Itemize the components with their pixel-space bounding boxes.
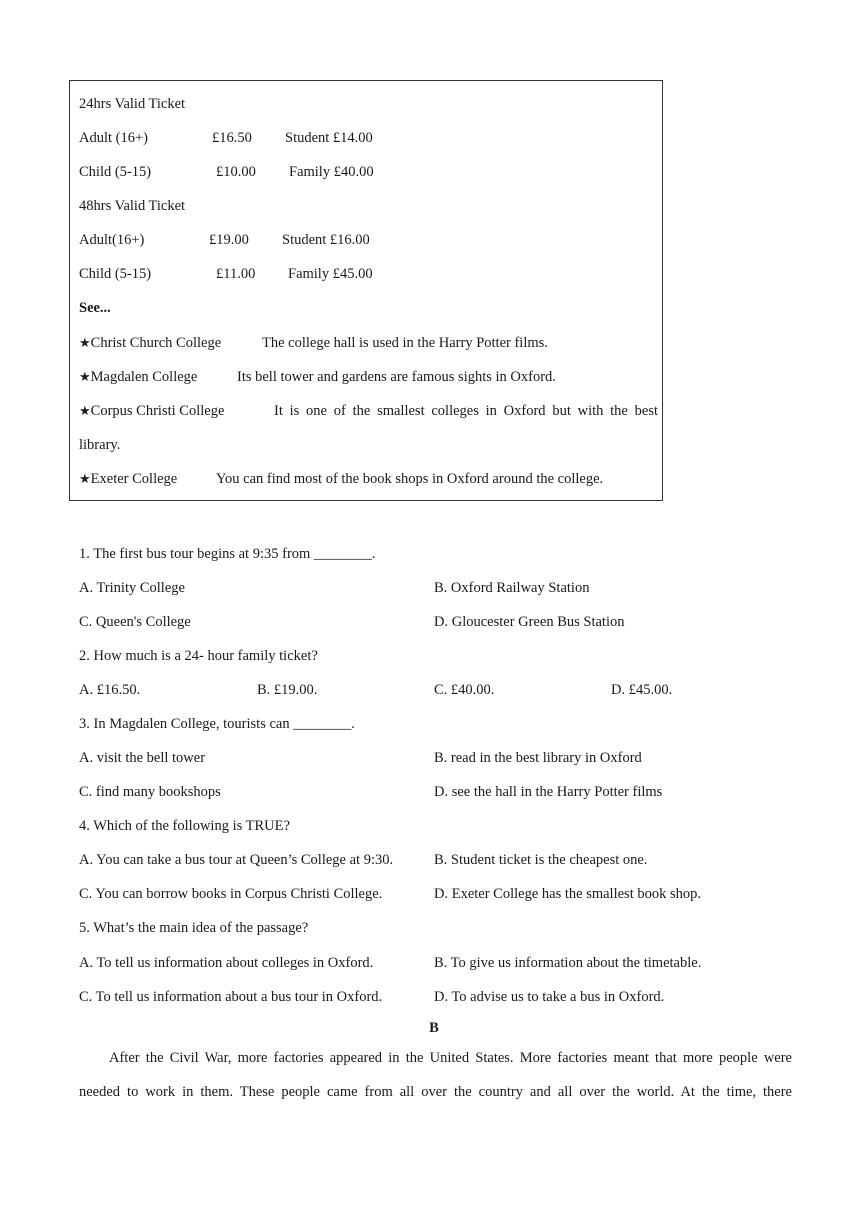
section-b-line: After the Civil War, more factories appeared in the United States. More factories meant that more people were — [109, 1050, 792, 1066]
star-icon: ★ — [79, 472, 91, 487]
star-icon: ★ — [79, 370, 91, 385]
ticket-24h-adult-price: £16.50 — [212, 130, 252, 146]
ticket-48h-family: Family £45.00 — [288, 266, 373, 282]
ticket-48h-child-price: £11.00 — [216, 266, 256, 282]
question-option: B. £19.00. — [257, 682, 318, 698]
question-option: B. Oxford Railway Station — [434, 580, 590, 596]
college-item — [79, 334, 221, 353]
star-icon: ★ — [79, 404, 91, 419]
ticket-24h-adult-label: Adult (16+) — [79, 130, 148, 146]
ticket-48h-title: 48hrs Valid Ticket — [79, 198, 186, 214]
college-item — [79, 368, 197, 387]
question-option: C. Queen's College — [79, 614, 191, 630]
ticket-48h-child-label: Child (5-15) — [79, 266, 152, 282]
question-stem: 1. The first bus tour begins at 9:35 from ________. — [79, 546, 376, 562]
ticket-48h-adult-label: Adult(16+) — [79, 232, 145, 248]
question-option: C. £40.00. — [434, 682, 495, 698]
question-option: C. To tell us information about a bus tour in Oxford. — [79, 989, 383, 1005]
question-option: B. read in the best library in Oxford — [434, 750, 642, 766]
college-name: Christ Church College — [90, 335, 222, 351]
question-option: D. Exeter College has the smallest book shop. — [434, 886, 701, 902]
college-name: Corpus Christi College — [90, 403, 225, 419]
question-option: D. see the hall in the Harry Potter films — [434, 784, 663, 800]
college-name: Exeter College — [90, 471, 178, 487]
question-option: B. To give us information about the timetable. — [434, 955, 702, 971]
college-desc: The college hall is used in the Harry Potter films. — [262, 335, 548, 351]
college-name: Magdalen College — [90, 369, 198, 385]
question-option: C. find many bookshops — [79, 784, 221, 800]
college-item — [79, 470, 177, 489]
question-option: A. visit the bell tower — [79, 750, 206, 766]
question-option: C. You can borrow books in Corpus Christi College. — [79, 886, 383, 902]
college-desc: Its bell tower and gardens are famous sights in Oxford. — [237, 369, 556, 385]
question-option: D. Gloucester Green Bus Station — [434, 614, 625, 630]
question-option: D. £45.00. — [611, 682, 673, 698]
college-desc-continued: library. — [79, 437, 121, 453]
college-desc: It is one of the smallest colleges in Oxford but with the best — [274, 403, 658, 419]
question-stem: 5. What’s the main idea of the passage? — [79, 920, 309, 936]
star-icon: ★ — [79, 336, 91, 351]
question-option: A. To tell us information about colleges in Oxford. — [79, 955, 374, 971]
ticket-24h-child-price: £10.00 — [216, 164, 256, 180]
college-item — [79, 402, 224, 421]
ticket-24h-student: Student £14.00 — [285, 130, 373, 146]
ticket-24h-child-label: Child (5-15) — [79, 164, 152, 180]
question-option: A. £16.50. — [79, 682, 141, 698]
question-stem: 3. In Magdalen College, tourists can ________. — [79, 716, 355, 732]
ticket-48h-adult-price: £19.00 — [209, 232, 249, 248]
see-heading: See... — [79, 300, 111, 316]
question-stem: 4. Which of the following is TRUE? — [79, 818, 290, 834]
ticket-24h-family: Family £40.00 — [289, 164, 374, 180]
ticket-48h-student: Student £16.00 — [282, 232, 370, 248]
question-option: B. Student ticket is the cheapest one. — [434, 852, 648, 868]
question-stem: 2. How much is a 24- hour family ticket? — [79, 648, 318, 664]
question-option: D. To advise us to take a bus in Oxford. — [434, 989, 665, 1005]
question-option: A. You can take a bus tour at Queen’s College at 9:30. — [79, 852, 394, 868]
section-b-line: needed to work in them. These people came from all over the country and all over the world. At the time, there — [79, 1084, 792, 1100]
college-desc: You can find most of the book shops in Oxford around the college. — [216, 471, 604, 487]
question-option: A. Trinity College — [79, 580, 185, 596]
ticket-24h-title: 24hrs Valid Ticket — [79, 96, 186, 112]
section-b-heading: B — [429, 1020, 439, 1036]
